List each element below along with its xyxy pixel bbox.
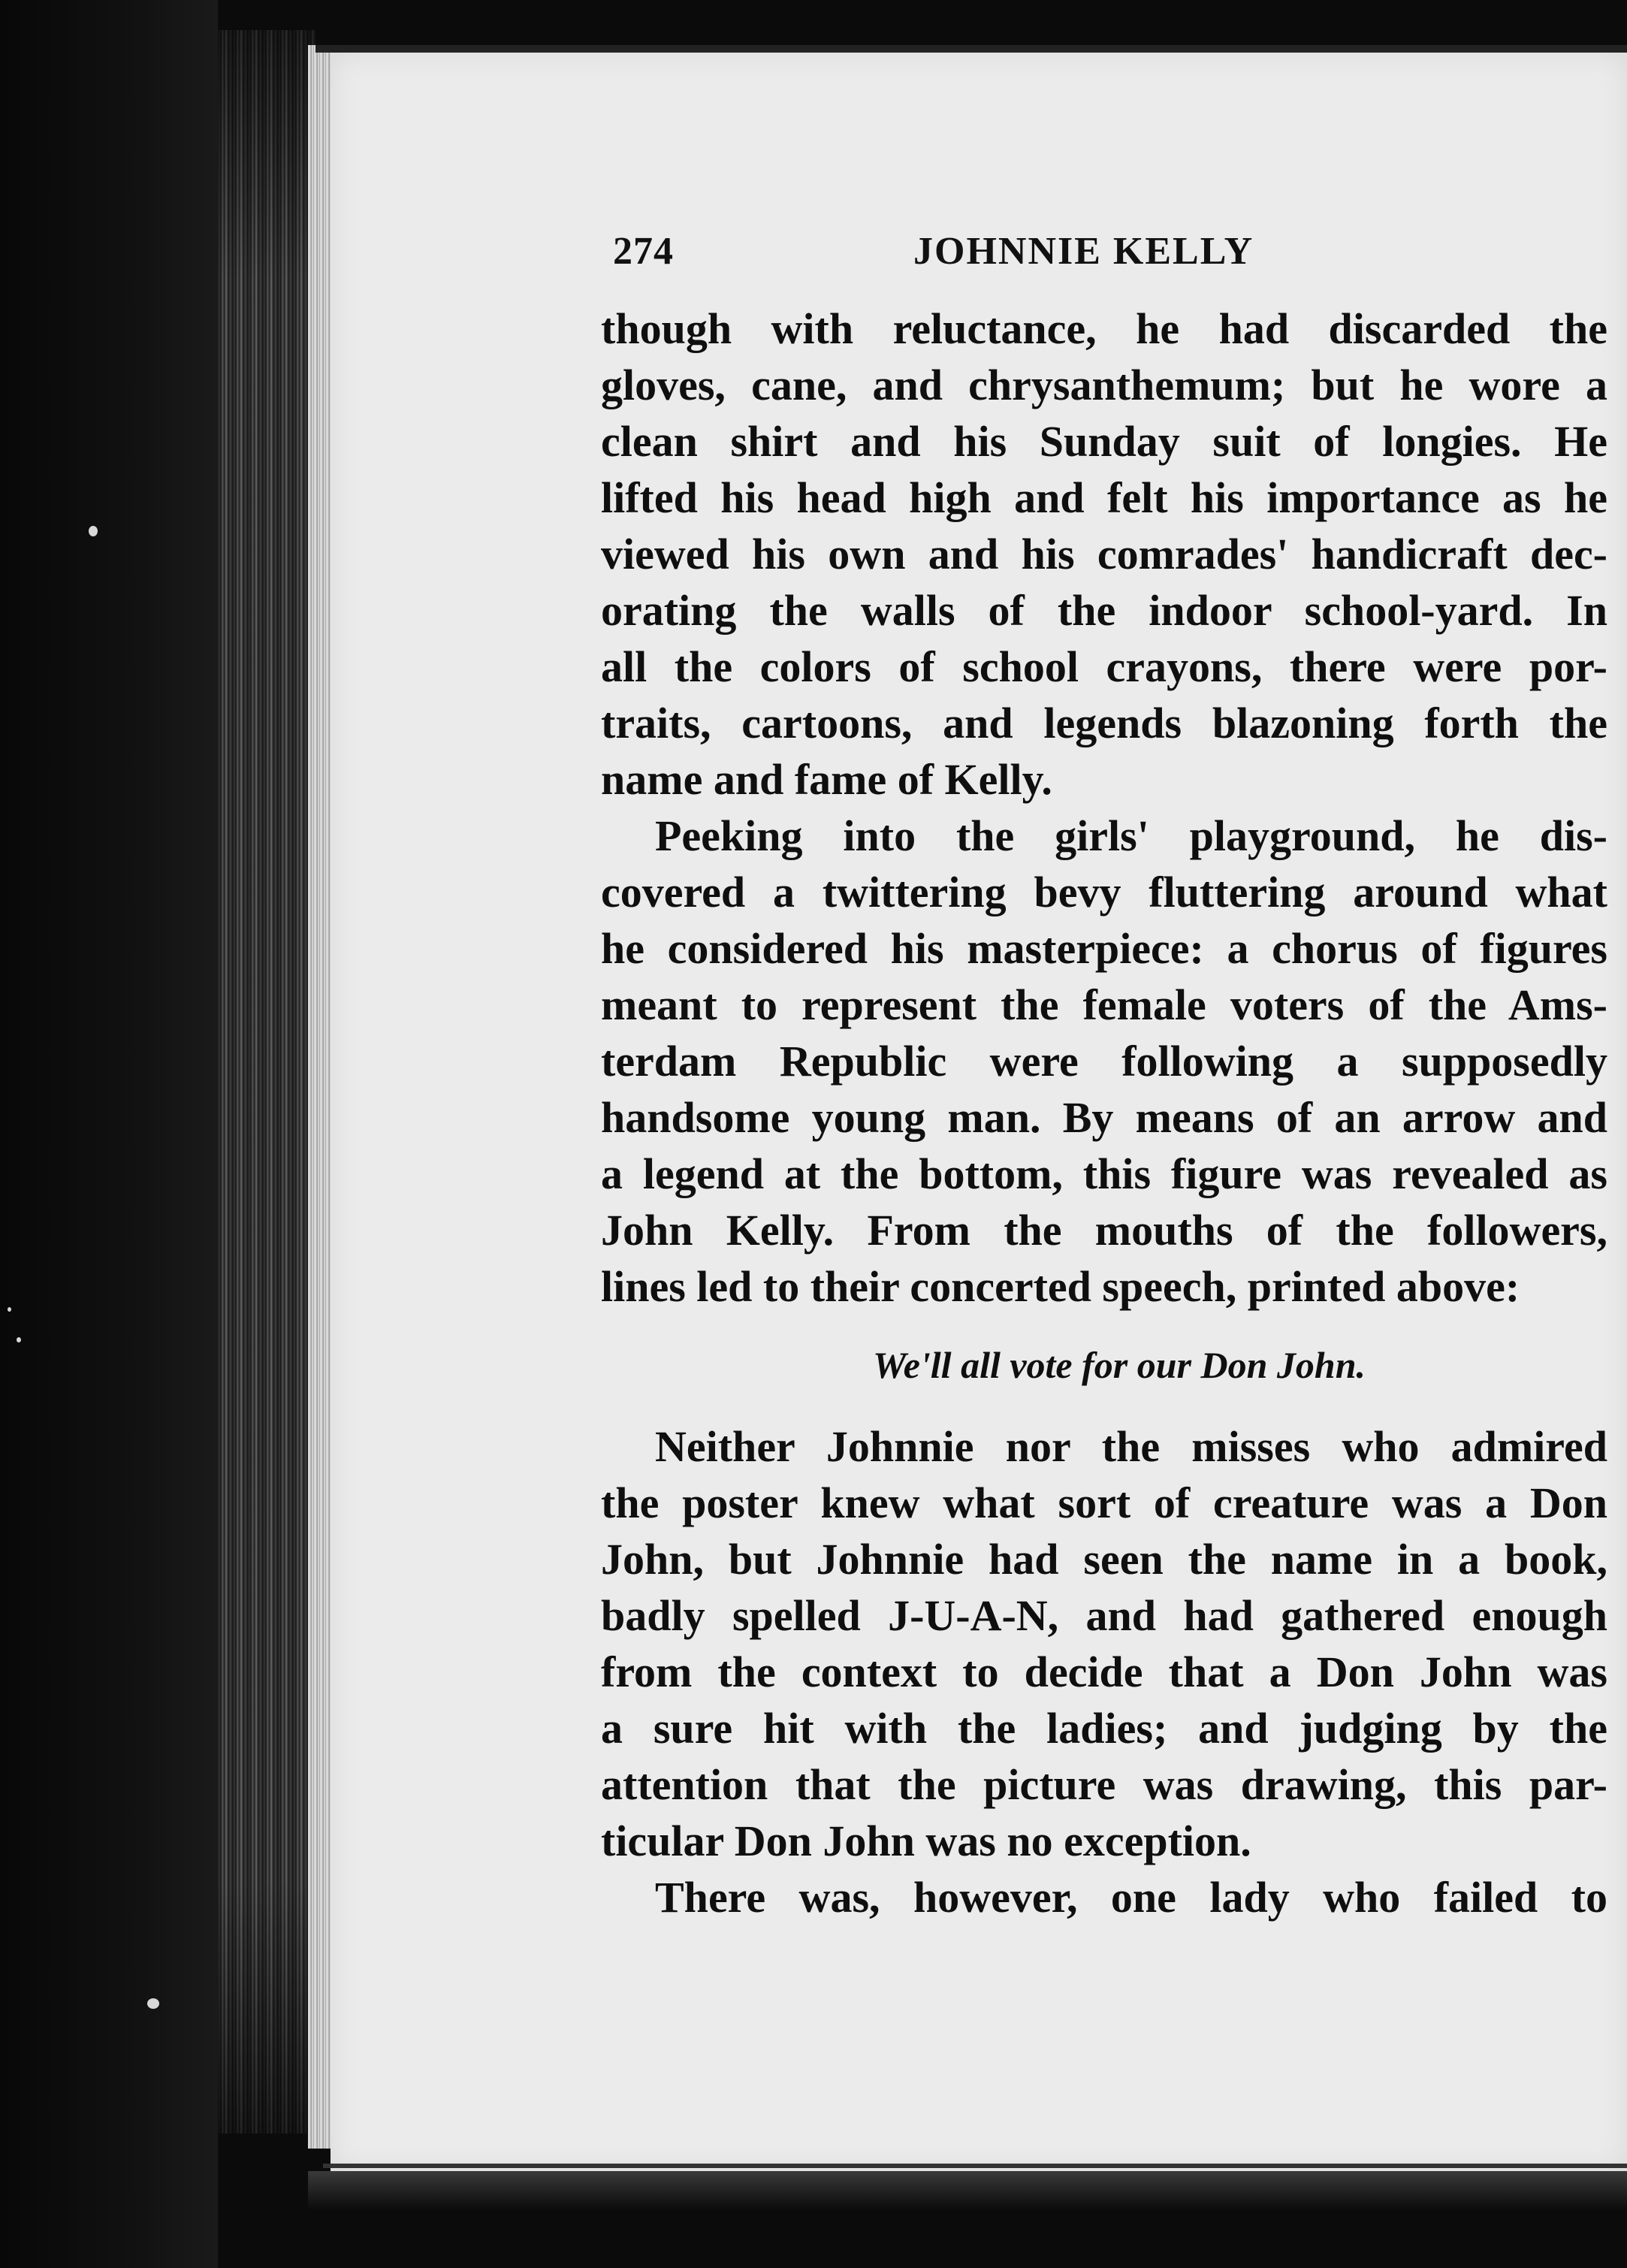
running-header (613, 229, 1604, 289)
text-line: though with reluctance, he had discarded the (601, 304, 1607, 353)
scan-margin-bottom (308, 2171, 1627, 2268)
text-line: traits, cartoons, and legends blazoning forth the (601, 699, 1607, 747)
text-line: meant to represent the female voters of the Ams- (601, 980, 1607, 1029)
text-line: all the colors of school crayons, there were por- (601, 642, 1607, 691)
scan-margin-left (0, 0, 218, 2268)
running-title: JOHNNIE KELLY (913, 230, 1254, 273)
text-line: John, but Johnnie had seen the name in a book, (601, 1535, 1607, 1584)
text-line: covered a twittering bevy fluttering around what (601, 868, 1607, 917)
text-line: handsome young man. By means of an arrow and (601, 1093, 1607, 1142)
text-line: badly spelled J-U-A-N, and had gathered enough (601, 1591, 1607, 1640)
page-bottom-edge (323, 2164, 1627, 2168)
text-line: viewed his own and his comrades' handicraft dec- (601, 530, 1607, 578)
text-line: attention that the picture was drawing, this par- (601, 1760, 1607, 1809)
page-number: 274 (613, 230, 674, 273)
text-line: a legend at the bottom, this figure was revealed as (601, 1149, 1607, 1198)
text-line: John Kelly. From the mouths of the followers, (601, 1206, 1607, 1255)
text-line: terdam Republic were following a supposedly (601, 1037, 1607, 1086)
text-line: lines led to their concerted speech, printed above: (601, 1262, 1520, 1311)
scan-speck (8, 1307, 11, 1312)
text-line: gloves, cane, and chrysanthemum; but he wore a (601, 361, 1607, 409)
text-line: ticular Don John was no exception. (601, 1817, 1251, 1865)
scan-speck (147, 1998, 159, 2009)
text-line: the poster knew what sort of creature was a Don (601, 1478, 1607, 1527)
paragraph (601, 300, 1607, 808)
body-text (601, 300, 1607, 1925)
epigraph: We'll all vote for our Don John. (872, 1344, 1366, 1386)
text-line: a sure hit with the ladies; and judging by the (601, 1704, 1607, 1753)
paragraph (601, 1418, 1607, 1869)
paragraphs-before-epigraph (601, 300, 1607, 1315)
text-line: Neither Johnnie nor the misses who admired (655, 1422, 1607, 1471)
text-line: Peeking into the girls' playground, he dis- (655, 811, 1607, 860)
text-line: There was, however, one lady who failed to (655, 1873, 1607, 1922)
paragraphs-after-epigraph (601, 1418, 1607, 1925)
text-line: from the context to decide that a Don John was (601, 1647, 1607, 1696)
book-fore-edge-shade (218, 30, 315, 2134)
text-line: clean shirt and his Sunday suit of longies. He (601, 417, 1607, 466)
scan-speck (89, 526, 98, 536)
text-line: orating the walls of the indoor school-yard. In (601, 586, 1607, 635)
paragraph (601, 808, 1607, 1315)
page-top-edge (315, 45, 1627, 53)
text-line: he considered his masterpiece: a chorus of figures (601, 924, 1607, 973)
text-line: lifted his head high and felt his importance as he (601, 473, 1607, 522)
scan-speck (17, 1337, 21, 1342)
text-line: name and fame of Kelly. (601, 755, 1052, 804)
paragraph (601, 1869, 1607, 1925)
